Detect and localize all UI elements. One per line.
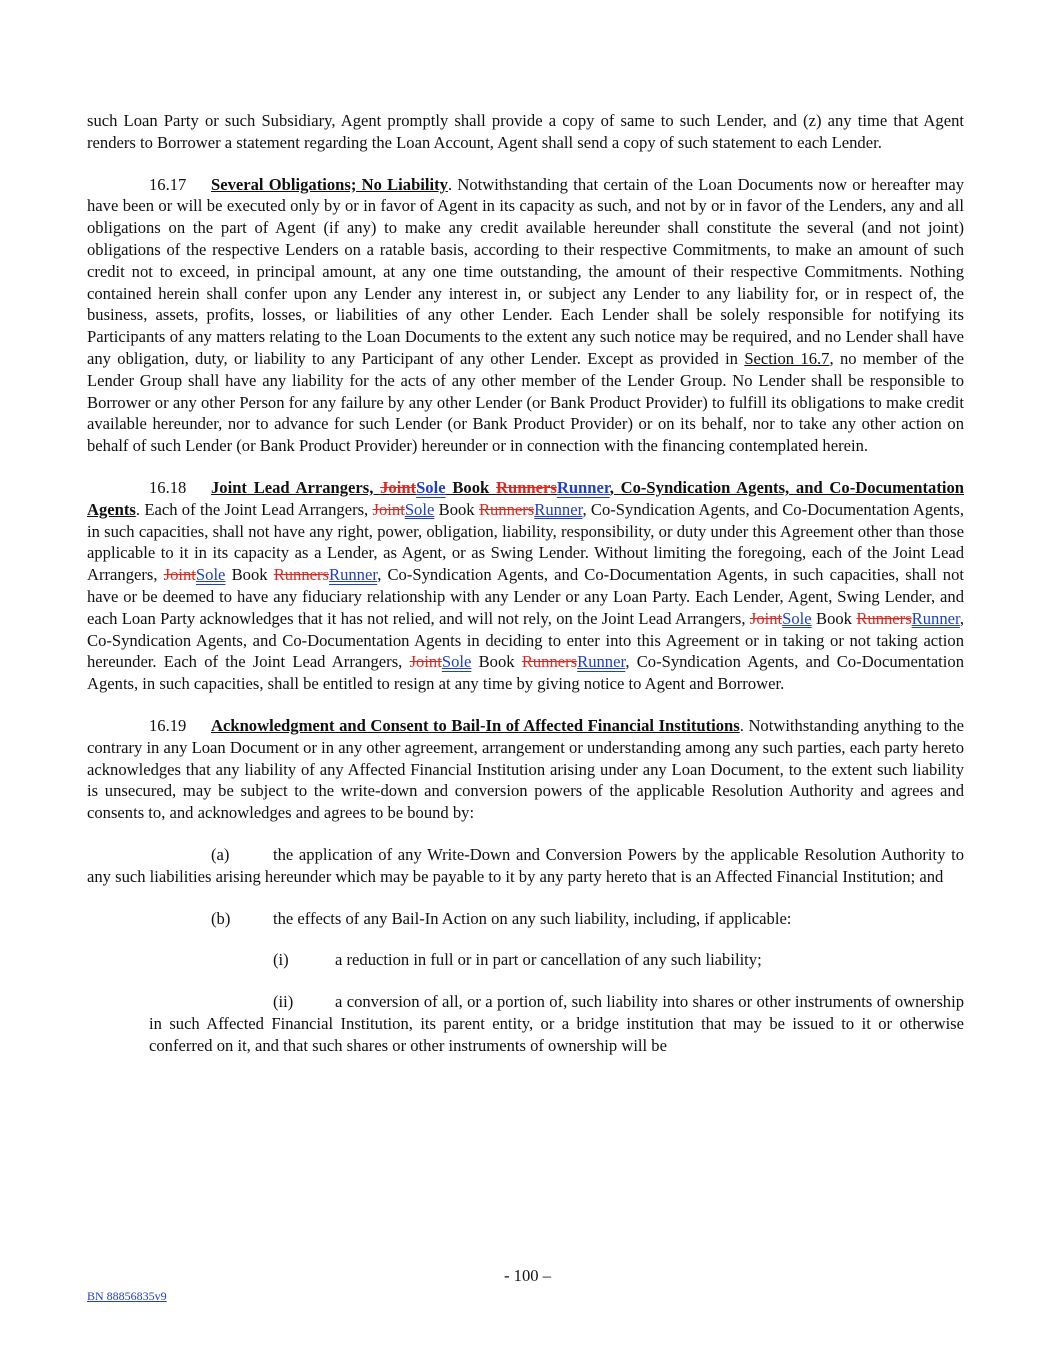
clause-label: (b) [211,908,231,928]
section-text: , Co-Syndication Agents, and Co-Documentation Agents, in such capacities, shall be entitled to resign at any time by giving notice to Agent and Borrower. [87,652,964,694]
document-body [87,110,964,1076]
deleted-text: Joint [409,652,442,672]
clause-text: the effects of any Bail-In Action on any such liability, including, if applicable: [273,908,792,928]
section-reference-link[interactable]: Section 16.7 [744,348,830,368]
inserted-text: Sole [416,477,446,497]
inserted-text: Sole [404,499,435,519]
section-number: 16.18 [149,477,187,497]
heading-part: Joint Lead Arrangers, [211,477,381,497]
inserted-text: Runner [556,477,610,497]
section-text: , Co-Syndication Agents, and Co-Documentation Agents, in such capacities, shall not have any right, power, obligation, liability, responsibility, or duty under this Agreement other than those applicable to it in its capacity as a Lender, as Agent, or as Swing Lender. Without limiting the foregoing, each of the Joint Lead Arrangers, [87,499,964,585]
deleted-text: Runners [521,652,578,672]
deleted-text: Runners [856,608,912,628]
clause-b [87,908,964,930]
section-number: 16.17 [149,174,187,194]
clause-text: a conversion of all, or a portion of, such liability into shares or other instruments of ownership in such Affected Financial Institution, its parent entity, or a bridge institution that may be issued to it or otherwise conferred on it, and that such shares or other instruments of ownership will be [149,992,964,1055]
deleted-text: Runners [478,499,535,519]
clause-label: (ii) [273,992,294,1012]
clause-text: a reduction in full or in part or cancellation of any such liability; [335,950,762,970]
section-text: , Co-Syndication Agents, and Co-Documentation Agents, in such capacities, shall not have or be deemed to have any fiduciary relationship with any Lender or any Loan Party. Each Lender, Agent, Swing Lender, and each Loan Party acknowledges that it has not relied, and will not rely, on the Joint Lead Arrangers, [87,565,964,628]
section-text-continued: , no member of the Lender Group shall have any liability for the acts of any other member of the Lender Group. No Lender shall be responsible to Borrower or any other Person for any failure by any other Lender (or Bank Product Provider) to fulfill its obligations to make credit available hereunder, nor to advance for such Lender (or Bank Product Provider) or on its behalf, nor to take any other action on behalf of such Lender (or Bank Product Provider) hereunder or in connection with the financing contemplated herein. [87,348,964,456]
document-id-link[interactable]: BN 88856835v9 [87,1289,167,1303]
section-text: . Notwithstanding that certain of the Loan Documents now or hereafter may have been or will be executed only by or in favor of Agent in its capacity as such, and not by or in favor of the Lenders, any and all obligations on the part of Agent (if any) to make any credit available hereunder shall constitute the several (and not joint) obligations of the respective Lenders on a ratable basis, according to their respective Commitments, to make an amount of such credit not to exceed, in principal amount, at any one time outstanding, the amount of their respective Commitments. Nothing contained herein shall confer upon any Lender any interest in, or subject any Lender to any liability for, or in respect of, the business, assets, profits, losses, or liabilities of any other Lender. Each Lender shall be solely responsible for notifying its Participants of any matters relating to the Loan Documents to the extent any such notice may be required, and no Lender shall have any obligation, duty, or liability to any Participant of any other Lender. Except as provided in [87,174,964,368]
clause-a [87,844,964,888]
clause-i [87,949,964,971]
page-number: - 100 – [503,1266,551,1285]
section-text: Book [811,608,857,628]
intro-paragraph: such Loan Party or such Subsidiary, Agent promptly shall provide a copy of same to such Lender, and (z) any time that Agent renders to Borrower a statement regarding the Loan Account, Agent shall send a copy of such statement to each Lender. [87,111,964,152]
clause-text: the application of any Write-Down and Conversion Powers by the applicable Resolution Authority to any such liabilities arising hereunder which may be payable to it by any party hereto that is an Affected Financial Institution; and [87,844,964,886]
heading-part: , Co-Syndication Agents, and Co-Documentation Agents [87,477,965,519]
section-number: 16.19 [149,715,187,735]
section-text: , Co-Syndication Agents, and Co-Documentation Agents in deciding to enter into this Agreement or in taking or not taking action hereunder. Each of the Joint Lead Arrangers, [87,608,964,672]
section-text: Book [471,652,522,672]
inserted-text: Runner [911,608,960,628]
section-heading: Several Obligations; No Liability [211,174,448,194]
section-text: Book [434,499,479,519]
deleted-text: Joint [380,477,417,497]
section-text: Book [225,565,274,585]
section-16-19 [87,715,964,824]
inserted-text: Sole [782,608,812,628]
section-text: . Each of the Joint Lead Arrangers, [135,499,373,519]
deleted-text: Joint [372,499,405,519]
deleted-text: Joint [163,565,196,585]
inserted-text: Runner [534,499,583,519]
section-16-17 [87,174,964,457]
clause-label: (i) [273,950,289,970]
section-heading: Acknowledgment and Consent to Bail-In of Affected Financial Institutions [211,715,740,735]
clause-ii [87,991,964,1056]
inserted-text: Sole [195,565,226,585]
section-16-18 [87,477,964,695]
deleted-text: Runners [273,565,329,585]
deleted-text: Joint [749,608,783,628]
deleted-text: Runners [495,477,557,497]
inserted-text: Runner [577,652,626,672]
section-text: . Notwithstanding anything to the contrary in any Loan Document or in any other agreement, arrangement or understanding among any such parties, each party hereto acknowledges that any liability of any Affected Financial Institution arising under any Loan Document, to the extent such liability is unsecured, may be subject to the write-down and conversion powers of the applicable Resolution Authority and agrees and consents to, and acknowledges and agrees to be bound by: [87,715,964,823]
heading-part: Book [445,477,496,497]
inserted-text: Sole [441,652,472,672]
inserted-text: Runner [329,565,378,585]
clause-label: (a) [211,844,230,864]
